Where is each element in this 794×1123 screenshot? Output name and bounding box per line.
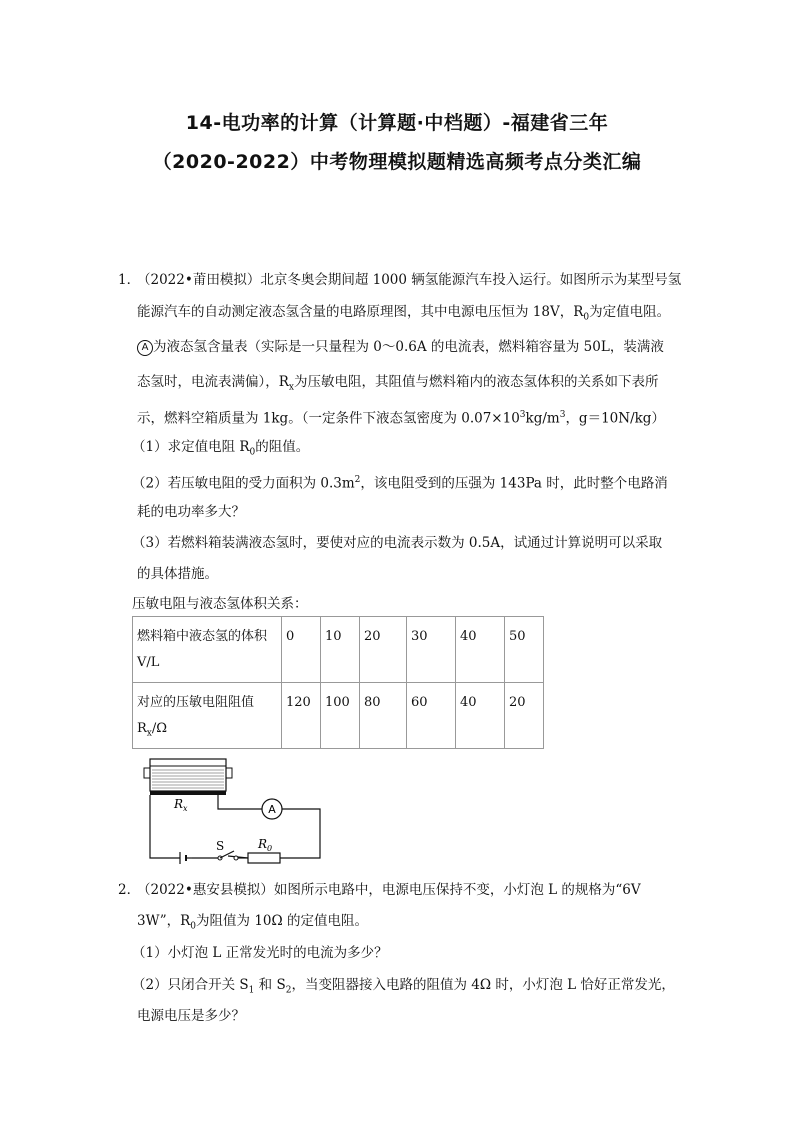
question-2-line-2: 3W”，$R_0$为阻值为 10Ω 的定值电阻。 — [137, 913, 368, 932]
battery-icon — [180, 852, 192, 864]
table-row — [133, 617, 544, 683]
question-1-part-2-cont: 耗的电功率多大？ — [137, 504, 245, 520]
question-1-line-5: 示，燃料空箱质量为 1kg。（一定条件下液态氢密度为 $0.07\times 10^3kg/m^3$，g＝10N/kg） — [137, 410, 665, 427]
resistor-r0-icon — [248, 853, 280, 863]
table-cell: 120 — [282, 683, 321, 749]
document-title-line-1: 14-电功率的计算（计算题·中档题）-福建省三年 — [185, 112, 609, 134]
fuel-tank — [144, 759, 232, 795]
table-cell: 50 — [505, 617, 544, 683]
table-cell: 80 — [360, 683, 407, 749]
table-cell: 30 — [407, 617, 456, 683]
table-cell: 60 — [407, 683, 456, 749]
table-cell: 20 — [505, 683, 544, 749]
question-1-part-3: （3）若燃料箱装满液态氢时，要使对应的电流表示数为 0.5A，试通过计算说明可以采取 — [132, 535, 663, 551]
pressure-resistance-table — [132, 616, 544, 749]
question-1-line-3: A 为液态氢含量表（实际是一只量程为 0～0.6A 的电流表，燃料箱容量为 50L，装满液 — [137, 337, 664, 357]
question-1-part-3-cont: 的具体措施。 — [137, 566, 218, 582]
circuit-diagram — [140, 756, 330, 866]
question-1-part-1: （1）求定值电阻 $R_0$的阻值。 — [132, 439, 310, 458]
table-cell: 20 — [360, 617, 407, 683]
table-header-resistance: 对应的压敏电阻阻值 $R_x/\Omega$ — [133, 683, 282, 749]
table-row — [133, 683, 544, 749]
r0-label: $R_0$ — [258, 837, 273, 853]
question-1-line-4: 态氢时，电流表满偏），$R_x$为压敏电阻，其阻值与燃料箱内的液态氢体积的关系如下表所 — [137, 374, 659, 393]
question-2-line-1: （2022•惠安县模拟）如图所示电路中，电源电压保持不变，小灯泡 L 的规格为“6V — [137, 882, 641, 898]
table-cell: 40 — [456, 617, 505, 683]
question-2-part-2-cont: 电源电压是多少？ — [137, 1008, 245, 1024]
switch-label: S — [216, 839, 225, 853]
question-2-part-2: （2）只闭合开关 $S_1$ 和 $S_2$，当变阻器接入电路的阻值为 4Ω 时，小灯泡 L 恰好正常发光， — [132, 977, 675, 996]
ammeter-label: A — [268, 803, 276, 816]
question-1-line-2: 能源汽车的自动测定液态氢含量的电路原理图，其中电源电压恒为 18V，$R_0$为定值电阻。 — [137, 304, 671, 323]
question-1-part-2: （2）若压敏电阻的受力面积为 $0.3m^2$，该电阻受到的压强为 143Pa 时，此时整个电路消 — [132, 475, 668, 492]
question-2-part-1: （1）小灯泡 L 正常发光时的电流为多少？ — [132, 945, 388, 961]
question-2-number: 2． — [118, 882, 141, 898]
table-cell: 10 — [321, 617, 360, 683]
table-header-volume: 燃料箱中液态氢的体积 V/L — [133, 617, 282, 683]
rx-label: $R_x$ — [174, 797, 188, 813]
table-caption: 压敏电阻与液态氢体积关系： — [132, 596, 308, 612]
question-1-number: 1． — [118, 272, 141, 288]
document-title-line-2: （2020-2022）中考物理模拟题精选高频考点分类汇编 — [152, 151, 642, 173]
table-cell: 0 — [282, 617, 321, 683]
table-cell: 40 — [456, 683, 505, 749]
ammeter-symbol-icon: A — [137, 340, 153, 356]
question-1-line-1: （2022•莆田模拟）北京冬奥会期间超 1000 辆氢能源汽车投入运行。如图所示为某型号氢 — [137, 272, 682, 288]
table-cell: 100 — [321, 683, 360, 749]
